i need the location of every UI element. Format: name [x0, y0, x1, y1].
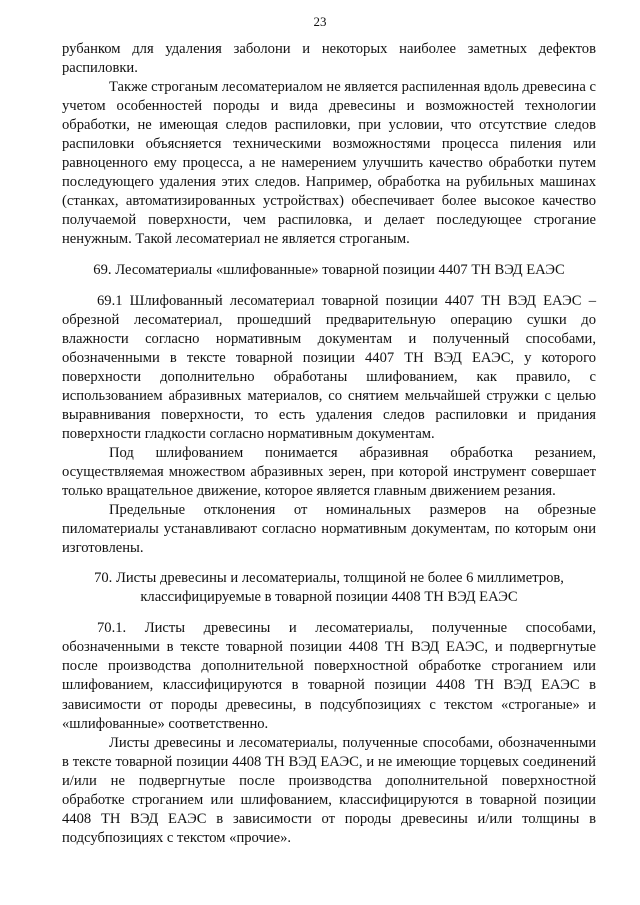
paragraph-69-1: 69.1 Шлифованный лесоматериал товарной позиции 4407 ТН ВЭД ЕАЭС – обрезной лесоматериал, прошедший предварительную операцию сушки до влажности согласно нормативным документам и полученный способами, обозначенными в тексте товарной позиции 4407 ТН ВЭД ЕАЭС, у которого поверхности дополнительно обработаны шлифованием, как правило, с использованием абразивных материалов, со снятием мельчайшей стружки с целью выравнивания поверхности, то есть удаления следов распиловки и придания поверхности гладкости согласно нормативным документам.: [62, 292, 596, 442]
paragraph-continuation: рубанком для удаления заболони и некоторых наиболее заметных дефектов распиловки.: [62, 41, 596, 77]
paragraph-tolerances: Предельные отклонения от номинальных размеров на обрезные пиломатериалы устанавливают согласно нормативным документам, по которым они изготовлены.: [62, 502, 596, 557]
paragraph-not-planed-timber: Также строганым лесоматериалом не является распиленная вдоль древесина с учетом особенностей породы и вида древесины и возможностей технологии обработки, не имеющая следов распиловки, при условии, что отсутствие следов распиловки объясняется техническими возможностями процесса пиления или равноценного ему процесса, а не намерением улучшить качество обработки путем последующего удаления этих следов. Например, обработка на рубильных машинах (станках, автоматизированных устройствах) обеспечивает более высокое качество получаемой поверхности, чем распиловка, и делает последующее строгание ненужным. Такой лесоматериал не является строганым.: [62, 79, 596, 248]
document-body: [62, 40, 596, 848]
paragraph-70-1: 70.1. Листы древесины и лесоматериалы, полученные способами, обозначенными в тексте товарной позиции 4408 ТН ВЭД ЕАЭС, и подвергнутые после производства дополнительной поверхностной обработке строганием или шлифованием, классифицируются в товарной позиции 4408 ТН ВЭД ЕАЭС в зависимости от породы древесины, в подсубпозициях с текстом «строганые» и «шлифованные» соответственно.: [62, 620, 596, 732]
section-heading-70-line2: классифицируемые в товарной позиции 4408 ТН ВЭД ЕАЭС: [140, 589, 518, 606]
paragraph-other-sheets: Листы древесины и лесоматериалы, полученные способами, обозначенными в тексте товарной позиции 4408 ТН ВЭД ЕАЭС, и не имеющие торцевых соединений и/или не подвергнутые после производства дополнительной поверхностной обработке строганием или шлифованием, классифицируются в товарной позиции 4408 ТН ВЭД ЕАЭС в зависимости от породы древесины и/или толщины в подсубпозициях с текстом «прочие».: [62, 734, 596, 846]
paragraph-sanding-definition: Под шлифованием понимается абразивная обработка резанием, осуществляемая множеством абразивных зерен, при которой инструмент совершает только вращательное движение, которое является главным движением резания.: [62, 444, 596, 500]
section-heading-69: 69. Лесоматериалы «шлифованные» товарной позиции 4407 ТН ВЭД ЕАЭС: [93, 261, 565, 278]
section-heading-70-line1: 70. Листы древесины и лесоматериалы, толщиной не более 6 миллиметров,: [94, 570, 564, 587]
page-number: 23: [313, 14, 327, 29]
